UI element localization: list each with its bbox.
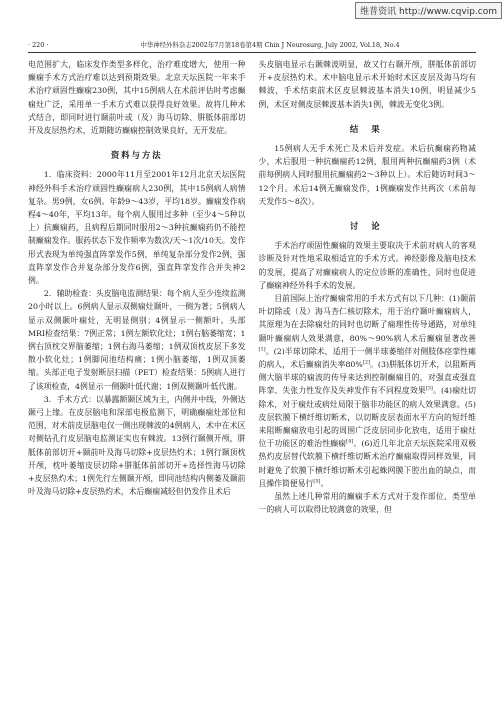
reference-marker: [1]	[258, 346, 266, 353]
reference-marker: [5]	[313, 478, 321, 485]
discussion-text: 。(4)痫灶切除术，对于痫灶或病灶局限于脑非功能区的病人效果满意。(5)皮层软膜下横纤维切断术，以切断皮层表面水平方向的短纤维来阻断癫痫放电引起的周围广泛皮层同步化放电，适用于痫灶位于功能区的难治性癫痫	[258, 386, 476, 449]
methods-continued-paragraph: 头皮脑电显示右颞棘波明显，故又行右颞开颅，胼胝体前部切开+皮层热灼术。术中脑电显示术开始时术区皮层及海马均有棘波，手术结束前术区皮层棘波基本消失10例，明显减少5例，术区对侧皮层棘波基本消失1例，棘波无变化3例。	[258, 60, 476, 109]
running-header	[28, 40, 476, 53]
discussion-text: 。(3)胼胝体切开术，以阻断两侧大脑半球的痫波的传导来达到控制癫痫目的，对强直或强直阵挛、失张力性发作及失神发作有不同程度效果	[258, 360, 476, 396]
section-heading-discussion: 讨 论	[349, 221, 385, 232]
discussion-text: 。(2)半球切除术，适用于一侧半球萎缩伴对侧肢体痉挛性瘫的病人，术后癫痫消失率80%	[258, 346, 476, 370]
discussion-text: 。(6)近几年北京天坛医院采用双极热灼皮层替代软膜下横纤维切断术治疗癫痫取得同样效果，同时避免了软膜下横纤维切断术引起蛛网膜下腔出血的缺点，而且操作简便易行	[258, 439, 476, 488]
reference-marker: [2]	[362, 359, 370, 366]
discussion-paragraph-1: 手术治疗顽固性癫痫的效果主要取决于术前对病人的客观诊断及针对性地采取相适宜的手术方式。神经影像及脑电技术的发展，提高了对癫痫病人的定位诊断的准确性，同时也促进了癫痫神经外科手术的发展。	[258, 241, 476, 290]
left-column	[28, 58, 246, 695]
discussion-text: 。	[320, 478, 329, 488]
section-heading-results: 结 果	[349, 123, 385, 134]
intro-paragraph: 电范围扩大，临床发作类型多样化，治疗难度增大，使用一种癫痫手术方式治疗难以达到预期效果。北京天坛医院一年来手术治疗顽固性癫痫230例，其中15例病人在术前评估时考虑癫痫灶广泛，采用单一手术方式难以获得良好效果。故将几种术式结合，即同时进行颞前叶或（及）海马切除、胼胝体前部切开及皮层热灼术，近期随访癫痫控制效果良好，无开发症。	[28, 60, 246, 136]
journal-citation: 中华神经外科杂志2002年7月第18卷第4期 Chin J Neurosurg, July 2002, Vol.18, No.4	[140, 41, 400, 49]
article-body	[28, 58, 476, 695]
clinical-data-paragraph: 1．临床资料：2000年11月至2001年12月北京天坛医院神经外科手术治疗顽固性癫痫病人230例，其中15例病人病情复杂。男9例，女6例。年龄9～43岁，平均18岁。癫痫发作病程4～40年，平均13年。每个病人服用过多种（至少4～5种以上）抗癫痫药，且病程后期同时服用2～3种抗癫痫药仍不能控制癫痫发作。服药状态下发作频率为数次/天～1次/10天。发作形式表现为单纯强直阵挛发作5例，单纯复杂部分发作2例，强直阵挛发作合并复杂部分发作6例，强直阵挛发作合并失神2例。	[28, 170, 246, 286]
page-number: · 220 ·	[28, 41, 49, 49]
reference-marker: [4]	[346, 438, 354, 445]
discussion-text: 目前国际上治疗癫痫常用的手术方式有以下几种：(1)颞前叶切除或（及）海马杏仁核切除术，用于治疗颞叶癫痫病人，其原理为在去除痫灶的同时也切断了痫理性传导通路，对单纯颞叶癫痫病人效果满意，80%～90%病人术后癫痫显著改善	[258, 294, 476, 343]
watermark-badge: 维普资讯 http://www.cqvip.com	[355, 2, 502, 19]
discussion-paragraph-2	[259, 292, 477, 490]
right-column	[259, 58, 477, 695]
discussion-paragraph-3: 虽然上述几种常用的癫痫手术方式对于发作部位、类型单一的病人可以取得比较满意的效果，但	[258, 492, 476, 515]
auxiliary-exam-paragraph: 2．辅助检查：头皮脑电监测结果：每个病人至少连续监测20小时以上。6例病人显示双侧痫灶颞叶，一侧为著；5例病人显示双侧颞叶痫灶，无明显侧别；4例显示一侧额叶。头部MRI检查结果：7例正常；1例左额软化灶；1例右脑萎缩宽；1例右顶枕交界脑萎缩；1例右海马萎缩；1例双顶枕皮层下多发散小软化灶；1例脚间池结构痛；1例小脑萎缩，1例双顶萎缩。头部正电子发射断层扫描（PET）检查结果：5例病人进行了该项检查，4例显示一侧颞叶低代谢；1例双侧颞叶低代谢。	[28, 289, 246, 391]
section-heading-methods: 资料与方法	[110, 150, 163, 161]
surgery-method-paragraph: 3．手术方式：以暴露额颞区域为主，内侧并中线，外侧达颞弓上缘。在皮层脑电和深部电极监测下，明确癫痫灶部位和范围，对术前皮层脑电仅一侧出现棘波的4例病人，术中在术区对侧钻孔行皮层脑电监测证实也有棘波。13例行颞侧开颅，胼胝体前部切开+颞前叶及海马切除+皮层热灼术；1例行颞顶枕开颅，枕叶萎缩皮层切除+胼胝体前部切开+选择性海马切除+皮层热灼术；1例先行左侧颞开颅，即同池结构内侧萎及颞前叶及海马切除+皮层热灼术，术后癫痫减轻但仍发作且术后	[28, 394, 246, 497]
reference-marker: [3]	[425, 385, 433, 392]
results-paragraph: 15例病人无手术死亡及术后并发症。术后抗癫痫药物减少，术后服用一种抗癫痫药12例，服用两种抗癫痫药3例（术前每例病人同时服用抗癫痫药2～3种以上）。术后随访时间3～12个月。术后14例无癫痫发作，1例癫痫发作共两次（术前每天发作5～8次）。	[258, 144, 476, 206]
